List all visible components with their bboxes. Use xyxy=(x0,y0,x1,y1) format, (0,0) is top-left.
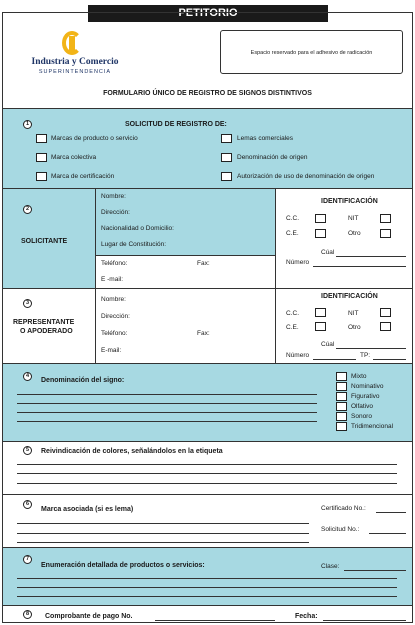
field-nationality-label: Nacionalidad o Domicilio: xyxy=(101,225,174,232)
checkbox-type-sonoro[interactable] xyxy=(336,412,347,421)
id-number-field[interactable] xyxy=(313,266,406,267)
request-number-label: Solicitud No.: xyxy=(321,526,360,533)
form-title: FORMULARIO ÚNICO DE REGISTRO DE SIGNOS DISTINTIVOS xyxy=(103,90,312,97)
associated-mark-line[interactable] xyxy=(17,523,309,524)
field-phone-label: Teléfono: xyxy=(101,330,128,337)
id-ce-label: C.E. xyxy=(286,324,299,331)
type-label: Olfativo xyxy=(351,403,374,410)
certificate-label: Certificado No.: xyxy=(321,505,366,512)
id-number-field[interactable] xyxy=(313,359,356,360)
section-payment-receipt xyxy=(3,605,412,623)
id-which-field[interactable] xyxy=(336,256,406,257)
checkbox-id-ce[interactable] xyxy=(315,322,326,331)
id-other-label: Otro xyxy=(348,230,361,237)
id-ce-label: C.E. xyxy=(286,230,299,237)
checkbox-commercial-slogans[interactable] xyxy=(221,134,232,143)
section-representative xyxy=(3,288,412,363)
section-number: 7 xyxy=(23,555,32,564)
field-name-label: Nombre: xyxy=(101,296,126,303)
option-label: Autorización de uso de denominación de origen xyxy=(237,173,375,180)
date-label: Fecha: xyxy=(295,613,318,620)
logo-i-mark-icon xyxy=(69,36,75,51)
id-cc-label: C.C. xyxy=(286,215,299,222)
section-label-line2: O APODERADO xyxy=(20,328,73,335)
checkbox-type-figurativo[interactable] xyxy=(336,392,347,401)
logo-subtitle: SUPERINTENDENCIA xyxy=(38,69,112,75)
checkbox-collective-mark[interactable] xyxy=(36,153,47,162)
section-label-line1: REPRESENTANTE xyxy=(13,319,75,326)
field-name-label: Nombre: xyxy=(101,193,126,200)
goods-services-line[interactable] xyxy=(17,578,397,579)
section-request-type xyxy=(3,108,412,188)
field-address-label: Dirección: xyxy=(101,313,130,320)
checkbox-type-tridimensional[interactable] xyxy=(336,422,347,431)
type-label: Tridimencional xyxy=(351,423,394,430)
checkbox-origin-use-authorization[interactable] xyxy=(221,172,232,181)
section-goods-services xyxy=(3,547,412,605)
section-title: Denominación del signo: xyxy=(41,377,125,384)
id-other-label: Otro xyxy=(348,324,361,331)
id-number-label: Número xyxy=(286,259,310,266)
section-title: Marca asociada (si es lema) xyxy=(41,506,134,513)
section-number: 3 xyxy=(23,299,32,308)
checkbox-designation-of-origin[interactable] xyxy=(221,153,232,162)
option-label: Lemas comerciales xyxy=(237,135,293,142)
checkbox-type-nominativo[interactable] xyxy=(336,382,347,391)
goods-services-line[interactable] xyxy=(17,587,397,588)
checkbox-id-nit[interactable] xyxy=(380,214,391,223)
color-claim-line[interactable] xyxy=(17,464,397,465)
id-which-label: Cúal xyxy=(321,341,335,348)
form-header-title: PETITORIO xyxy=(88,5,328,22)
id-nit-label: NIT xyxy=(348,310,359,317)
option-label: Marcas de producto o servicio xyxy=(51,135,138,142)
field-phone-label: Teléfono: xyxy=(101,260,128,267)
checkbox-id-ce[interactable] xyxy=(315,229,326,238)
request-number-field[interactable] xyxy=(369,533,406,534)
checkbox-id-other[interactable] xyxy=(380,322,391,331)
logo-name: Industria y Comercio xyxy=(31,57,119,67)
section-number: 1 xyxy=(23,120,32,129)
denomination-line[interactable] xyxy=(17,403,317,404)
section-number: 5 xyxy=(23,446,32,455)
checkbox-id-other[interactable] xyxy=(380,229,391,238)
id-tp-label: TP: xyxy=(360,352,371,359)
section-number: 2 xyxy=(23,205,32,214)
field-email-label: E -mail: xyxy=(101,276,124,283)
section-number: 4 xyxy=(23,372,32,381)
section-sign-denomination xyxy=(3,363,412,441)
section-number: 6 xyxy=(23,500,32,509)
option-label: Marca de certificación xyxy=(51,173,115,180)
section-applicant xyxy=(3,188,412,288)
id-number-label: Número xyxy=(286,352,310,359)
type-label: Sonoro xyxy=(351,413,372,420)
checkbox-id-nit[interactable] xyxy=(380,308,391,317)
section-title: SOLICITUD DE REGISTRO DE: xyxy=(125,121,227,128)
color-claim-line[interactable] xyxy=(17,473,397,474)
checkbox-product-service-mark[interactable] xyxy=(36,134,47,143)
field-email-label: E-mail: xyxy=(101,347,122,354)
id-which-label: Cúal xyxy=(321,249,335,256)
section-label: SOLICITANTE xyxy=(21,238,68,245)
id-which-field[interactable] xyxy=(336,348,406,349)
option-label: Denominación de origen xyxy=(237,154,308,161)
denomination-line[interactable] xyxy=(17,412,317,413)
checkbox-type-mixto[interactable] xyxy=(336,372,347,381)
section-color-claim xyxy=(3,441,412,494)
sic-logo xyxy=(25,30,125,80)
id-tp-field[interactable] xyxy=(373,359,406,360)
field-fax-label: Fax: xyxy=(197,330,210,337)
id-nit-label: NIT xyxy=(348,215,359,222)
section-title: Enumeración detallada de productos o servicios: xyxy=(41,562,205,569)
type-label: Figurativo xyxy=(351,393,380,400)
date-field[interactable] xyxy=(323,620,406,621)
payment-receipt-field[interactable] xyxy=(155,620,275,621)
associated-mark-line[interactable] xyxy=(17,542,309,543)
denomination-line[interactable] xyxy=(17,421,317,422)
id-title: IDENTIFICACIÓN xyxy=(321,293,378,300)
class-field[interactable] xyxy=(344,570,406,571)
class-label: Clase: xyxy=(321,563,340,570)
section-title: Comprobante de pago No. xyxy=(45,613,133,620)
goods-services-line[interactable] xyxy=(17,596,397,597)
certificate-field[interactable] xyxy=(376,512,406,513)
associated-mark-line[interactable] xyxy=(17,533,309,534)
field-constitution-place-label: Lugar de Constitución: xyxy=(101,241,167,248)
denomination-line[interactable] xyxy=(17,394,317,395)
field-address-label: Dirección: xyxy=(101,209,130,216)
id-cc-label: C.C. xyxy=(286,310,299,317)
option-label: Marca colectiva xyxy=(51,154,97,161)
id-title: IDENTIFICACIÓN xyxy=(321,198,378,205)
checkbox-type-olfativo[interactable] xyxy=(336,402,347,411)
checkbox-id-cc[interactable] xyxy=(315,214,326,223)
type-label: Mixto xyxy=(351,373,367,380)
type-label: Nominativo xyxy=(351,383,384,390)
checkbox-id-cc[interactable] xyxy=(315,308,326,317)
field-fax-label: Fax: xyxy=(197,260,210,267)
section-number: 8 xyxy=(23,610,32,619)
section-associated-mark xyxy=(3,494,412,547)
color-claim-line[interactable] xyxy=(17,483,397,484)
checkbox-certification-mark[interactable] xyxy=(36,172,47,181)
sticker-reserved-space: Espacio reservado para el adhesivo de radicación xyxy=(220,30,403,74)
section-title: Reivindicación de colores, señalándolos en la etiqueta xyxy=(41,448,223,455)
